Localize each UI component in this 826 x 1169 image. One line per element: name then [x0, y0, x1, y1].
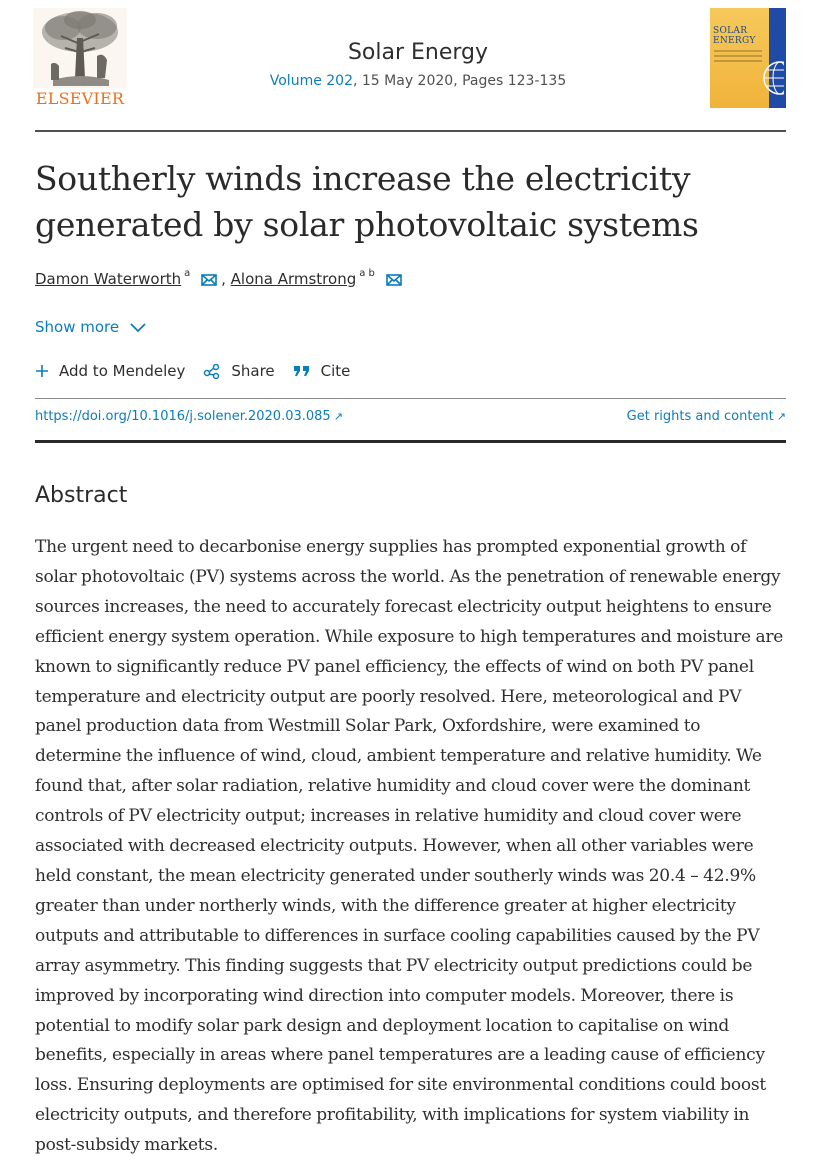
add-to-mendeley-button[interactable] — [35, 362, 185, 380]
journal-info — [200, 38, 636, 90]
author-name[interactable]: Alona Armstrong — [230, 270, 357, 288]
journal-title[interactable]: Solar Energy — [347, 40, 489, 65]
globe-icon — [762, 56, 784, 100]
author-separator: , — [221, 270, 226, 288]
author-affiliation[interactable]: a — [184, 268, 191, 279]
share-icon — [203, 363, 221, 379]
journal-cover[interactable] — [710, 8, 786, 108]
external-link-icon: ↗ — [776, 410, 786, 423]
metadata-divider — [35, 440, 786, 443]
external-link-icon: ↗ — [333, 410, 343, 423]
mendeley-label: Add to Mendeley — [59, 362, 186, 380]
author-affiliation[interactable]: a b — [359, 268, 375, 279]
author-name[interactable]: Damon Waterworth — [35, 270, 182, 288]
publisher-logo[interactable] — [33, 8, 127, 108]
cite-button[interactable] — [293, 362, 351, 380]
actions-divider — [35, 398, 786, 399]
journal-header — [0, 0, 826, 132]
publisher-name: ELSEVIER — [35, 89, 125, 108]
author-list — [35, 270, 404, 288]
elsevier-tree-icon — [33, 8, 127, 88]
issue-details: , 15 May 2020, Pages 123-135 — [353, 73, 567, 89]
abstract-text: The urgent need to decarbonise energy supplies has prompted exponential growth of solar photovoltaic (PV) systems across the world. As the penetration of renewable energy sources increases, the need to accurately forecast electricity output heightens to ensure efficient energy system operation. While exposure to high temperatures and moisture are known to significantly reduce PV panel efficiency, the effects of wind on both PV panel temperature and electricity output are poorly resolved. Here, meteorological and PV panel production data from Westmill Solar Park, Oxfordshire, were examined to determine the influence of wind, cloud, ambient temperature and relative humidity. We found that, after solar radiation, relative humidity and cloud cover were the dominant controls of PV electricity output; increases in relative humidity and cloud cover were associated with decreased electricity outputs. However, when all other variables were held constant, the mean electricity generated under southerly winds was 20.4 – 42.9% greater than under northerly winds, with the difference greater at higher electricity outputs and attributable to differences in surface cooling capabilities caused by the PV array asymmetry. This finding suggests that PV electricity output predictions could be improved by incorporating wind direction into computer models. Moreover, there is potential to modify solar park design and deployment location to capitalise on wind benefits, especially in areas where panel temperatures are a leading cause of efficiency loss. Ensuring deployments are optimised for site environmental conditions could boost electricity outputs, and therefore profitability, with implications for system viability in post-subsidy markets. — [35, 537, 784, 1156]
share-button[interactable] — [203, 362, 274, 380]
show-more-button[interactable] — [35, 318, 146, 336]
volume-link[interactable]: Volume 202 — [269, 73, 353, 89]
plus-icon — [35, 364, 49, 378]
cover-text-lines — [714, 50, 762, 65]
show-more-label: Show more — [35, 318, 120, 336]
rights-label: Get rights and content — [626, 409, 774, 424]
rights-link[interactable] — [627, 409, 786, 424]
doi-link[interactable] — [35, 409, 343, 424]
email-icon[interactable] — [201, 274, 217, 286]
journal-issue-details — [200, 72, 636, 90]
chevron-down-icon — [130, 323, 146, 333]
share-label: Share — [231, 362, 275, 380]
header-divider — [35, 130, 786, 132]
cite-label: Cite — [320, 362, 351, 380]
cover-title: SOLAR ENERGY — [713, 26, 756, 46]
doi-url: https://doi.org/10.1016/j.solener.2020.03.085 — [35, 409, 331, 424]
article-title: Southerly winds increase the electricity generated by solar photovoltaic systems — [35, 159, 699, 244]
quote-icon — [293, 365, 311, 377]
abstract-heading: Abstract — [35, 483, 128, 508]
article-actions — [35, 362, 368, 380]
email-icon[interactable] — [386, 274, 402, 286]
